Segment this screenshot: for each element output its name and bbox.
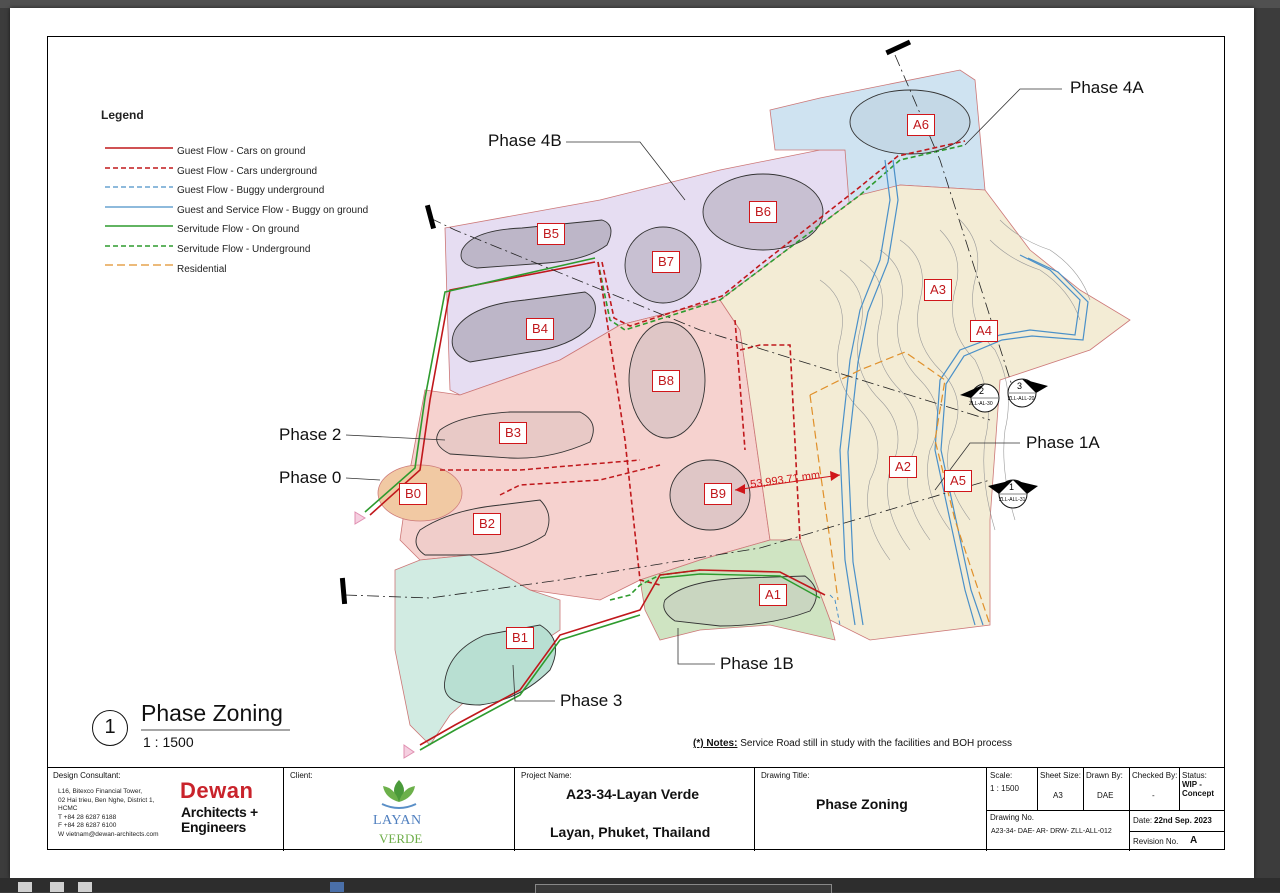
section-marker-2-ref: ZLL-AL-30	[969, 401, 993, 407]
legend-item-servitude-on-ground: Servitude Flow - On ground	[177, 224, 300, 236]
zone-label-b7: B7	[652, 251, 680, 273]
section-marker-1-num: 1	[1009, 482, 1015, 492]
drawing-title: Phase Zoning	[141, 700, 283, 726]
phase-label-0: Phase 0	[279, 468, 342, 487]
project-caption: Project Name:	[521, 771, 572, 780]
viewer-tool-icon[interactable]	[50, 882, 64, 892]
legend-item-buggy-underground: Guest Flow - Buggy underground	[177, 185, 325, 197]
status-line-2: Concept	[1182, 789, 1214, 798]
sheet-size-value: A3	[1053, 791, 1063, 800]
phase-label-1b: Phase 1B	[720, 654, 794, 673]
checked-by-caption: Checked By:	[1132, 771, 1178, 780]
client-cell	[284, 768, 515, 851]
section-marker-3-ref: ZLL-ALL-20	[1008, 396, 1035, 402]
drawing-title-cell	[755, 768, 987, 851]
project-name: A23-34-Layan Verde	[566, 786, 700, 802]
legend-item-cars-underground: Guest Flow - Cars underground	[177, 165, 318, 177]
zone-label-a5: A5	[944, 470, 972, 492]
zone-label-b3: B3	[499, 422, 527, 444]
phase-label-4a: Phase 4A	[1070, 78, 1144, 97]
firm-sub-line: Architects +	[181, 804, 258, 820]
status-cell	[1180, 768, 1225, 811]
scale-value: 1 : 1500	[990, 784, 1019, 793]
address-line: T +84 28 6287 6188	[58, 813, 117, 821]
consultant-caption: Design Consultant:	[53, 771, 121, 780]
client-caption: Client:	[290, 771, 313, 780]
section-marker-3-num: 3	[1017, 381, 1023, 391]
status-line-1: WIP -	[1182, 780, 1202, 789]
date-cell	[1130, 811, 1225, 832]
drawing-no-cell	[987, 811, 1130, 851]
zone-label-b9: B9	[704, 483, 732, 505]
drawing-no-value: A23-34- DAE- AR- DRW- ZLL-ALL-012	[991, 828, 1112, 835]
client-logo-word-2: VERDE	[379, 831, 423, 846]
legend-item-buggy-on-ground: Guest and Service Flow - Buggy on ground	[177, 204, 369, 216]
viewer-tool-icon[interactable]	[18, 882, 32, 892]
dewan-logo-sub	[181, 805, 258, 835]
zone-label-a4: A4	[970, 320, 998, 342]
layan-verde-logo-icon	[376, 776, 422, 810]
phase-label-1a: Phase 1A	[1026, 433, 1100, 452]
project-cell	[515, 768, 755, 851]
checked-by-cell	[1130, 768, 1180, 811]
drawn-by-caption: Drawn By:	[1086, 771, 1123, 780]
address-line: HCMC	[58, 805, 78, 812]
consultant-address	[58, 788, 159, 839]
zone-label-a6: A6	[907, 114, 935, 136]
section-marker-1-ref: ZLL-ALL-31	[999, 497, 1026, 503]
phase-label-2: Phase 2	[279, 425, 342, 444]
revision-caption: Revision No.	[1133, 837, 1179, 846]
dewan-logo: Dewan	[180, 778, 254, 803]
legend-item-cars-on-ground: Guest Flow - Cars on ground	[177, 146, 306, 157]
zone-label-b6: B6	[749, 201, 777, 223]
zone-label-b8: B8	[652, 370, 680, 392]
project-location: Layan, Phuket, Thailand	[550, 824, 711, 840]
legend-swatches	[105, 148, 173, 265]
legend	[94, 108, 144, 130]
scale-cell	[987, 768, 1038, 811]
checked-by-value: -	[1152, 791, 1155, 800]
address-line: F +84 28 6287 6100	[58, 822, 117, 829]
client-logo-word-1: LAYAN	[373, 813, 422, 828]
drawn-by-cell	[1084, 768, 1130, 811]
zone-label-b4: B4	[526, 318, 554, 340]
legend-item-servitude-underground: Servitude Flow - Underground	[177, 243, 311, 255]
date-caption: Date:	[1133, 816, 1153, 825]
drawing-title-value: Phase Zoning	[816, 796, 908, 812]
address-line: L16, Bitexco Financial Tower,	[58, 788, 143, 795]
zone-label-a2: A2	[889, 456, 917, 478]
phase-label-3: Phase 3	[560, 691, 623, 710]
drawing-number-circle: 1	[92, 710, 128, 746]
status-caption: Status:	[1182, 771, 1207, 780]
revision-value: A	[1190, 835, 1198, 846]
firm-sub-line: Engineers	[181, 819, 246, 835]
legend-labels	[177, 142, 368, 279]
address-line: W vietnam@dewan-architects.com	[58, 830, 159, 838]
dimension-text: 53,993.71 mm	[749, 469, 821, 491]
sheet-size-cell	[1038, 768, 1084, 811]
drawing-scale: 1 : 1500	[143, 734, 194, 750]
drawing-title-caption: Drawing Title:	[761, 771, 810, 780]
viewer-active-tool-icon[interactable]	[330, 882, 344, 892]
viewer-tool-icon[interactable]	[78, 882, 92, 892]
zone-label-a1: A1	[759, 584, 787, 606]
sheet-size-caption: Sheet Size:	[1040, 771, 1081, 780]
phase-label-4b: Phase 4B	[488, 131, 562, 150]
drawing-no-caption: Drawing No.	[990, 813, 1035, 822]
title-bar	[47, 767, 1225, 851]
drawn-by-value: DAE	[1097, 791, 1114, 800]
legend-title: Legend	[101, 108, 144, 122]
zone-label-b1: B1	[506, 627, 534, 649]
zone-label-a3: A3	[924, 279, 952, 301]
section-marker-2-num: 2	[979, 386, 985, 396]
zone-label-b5: B5	[537, 223, 565, 245]
legend-item-residential: Residential	[177, 263, 227, 275]
consultant-cell	[47, 768, 284, 851]
zone-label-b0: B0	[399, 483, 427, 505]
scale-caption: Scale:	[990, 771, 1013, 780]
zone-label-b2: B2	[473, 513, 501, 535]
revision-cell	[1130, 831, 1225, 851]
address-line: 02 Hai trieu, Ben Nghe, District 1,	[58, 796, 155, 804]
notes-label: (*) Notes:	[693, 738, 738, 749]
notes-text: Service Road still in study with the facilities and BOH process	[740, 738, 1013, 749]
date-value: 22nd Sep. 2023	[1154, 816, 1212, 825]
notes	[693, 738, 1012, 749]
